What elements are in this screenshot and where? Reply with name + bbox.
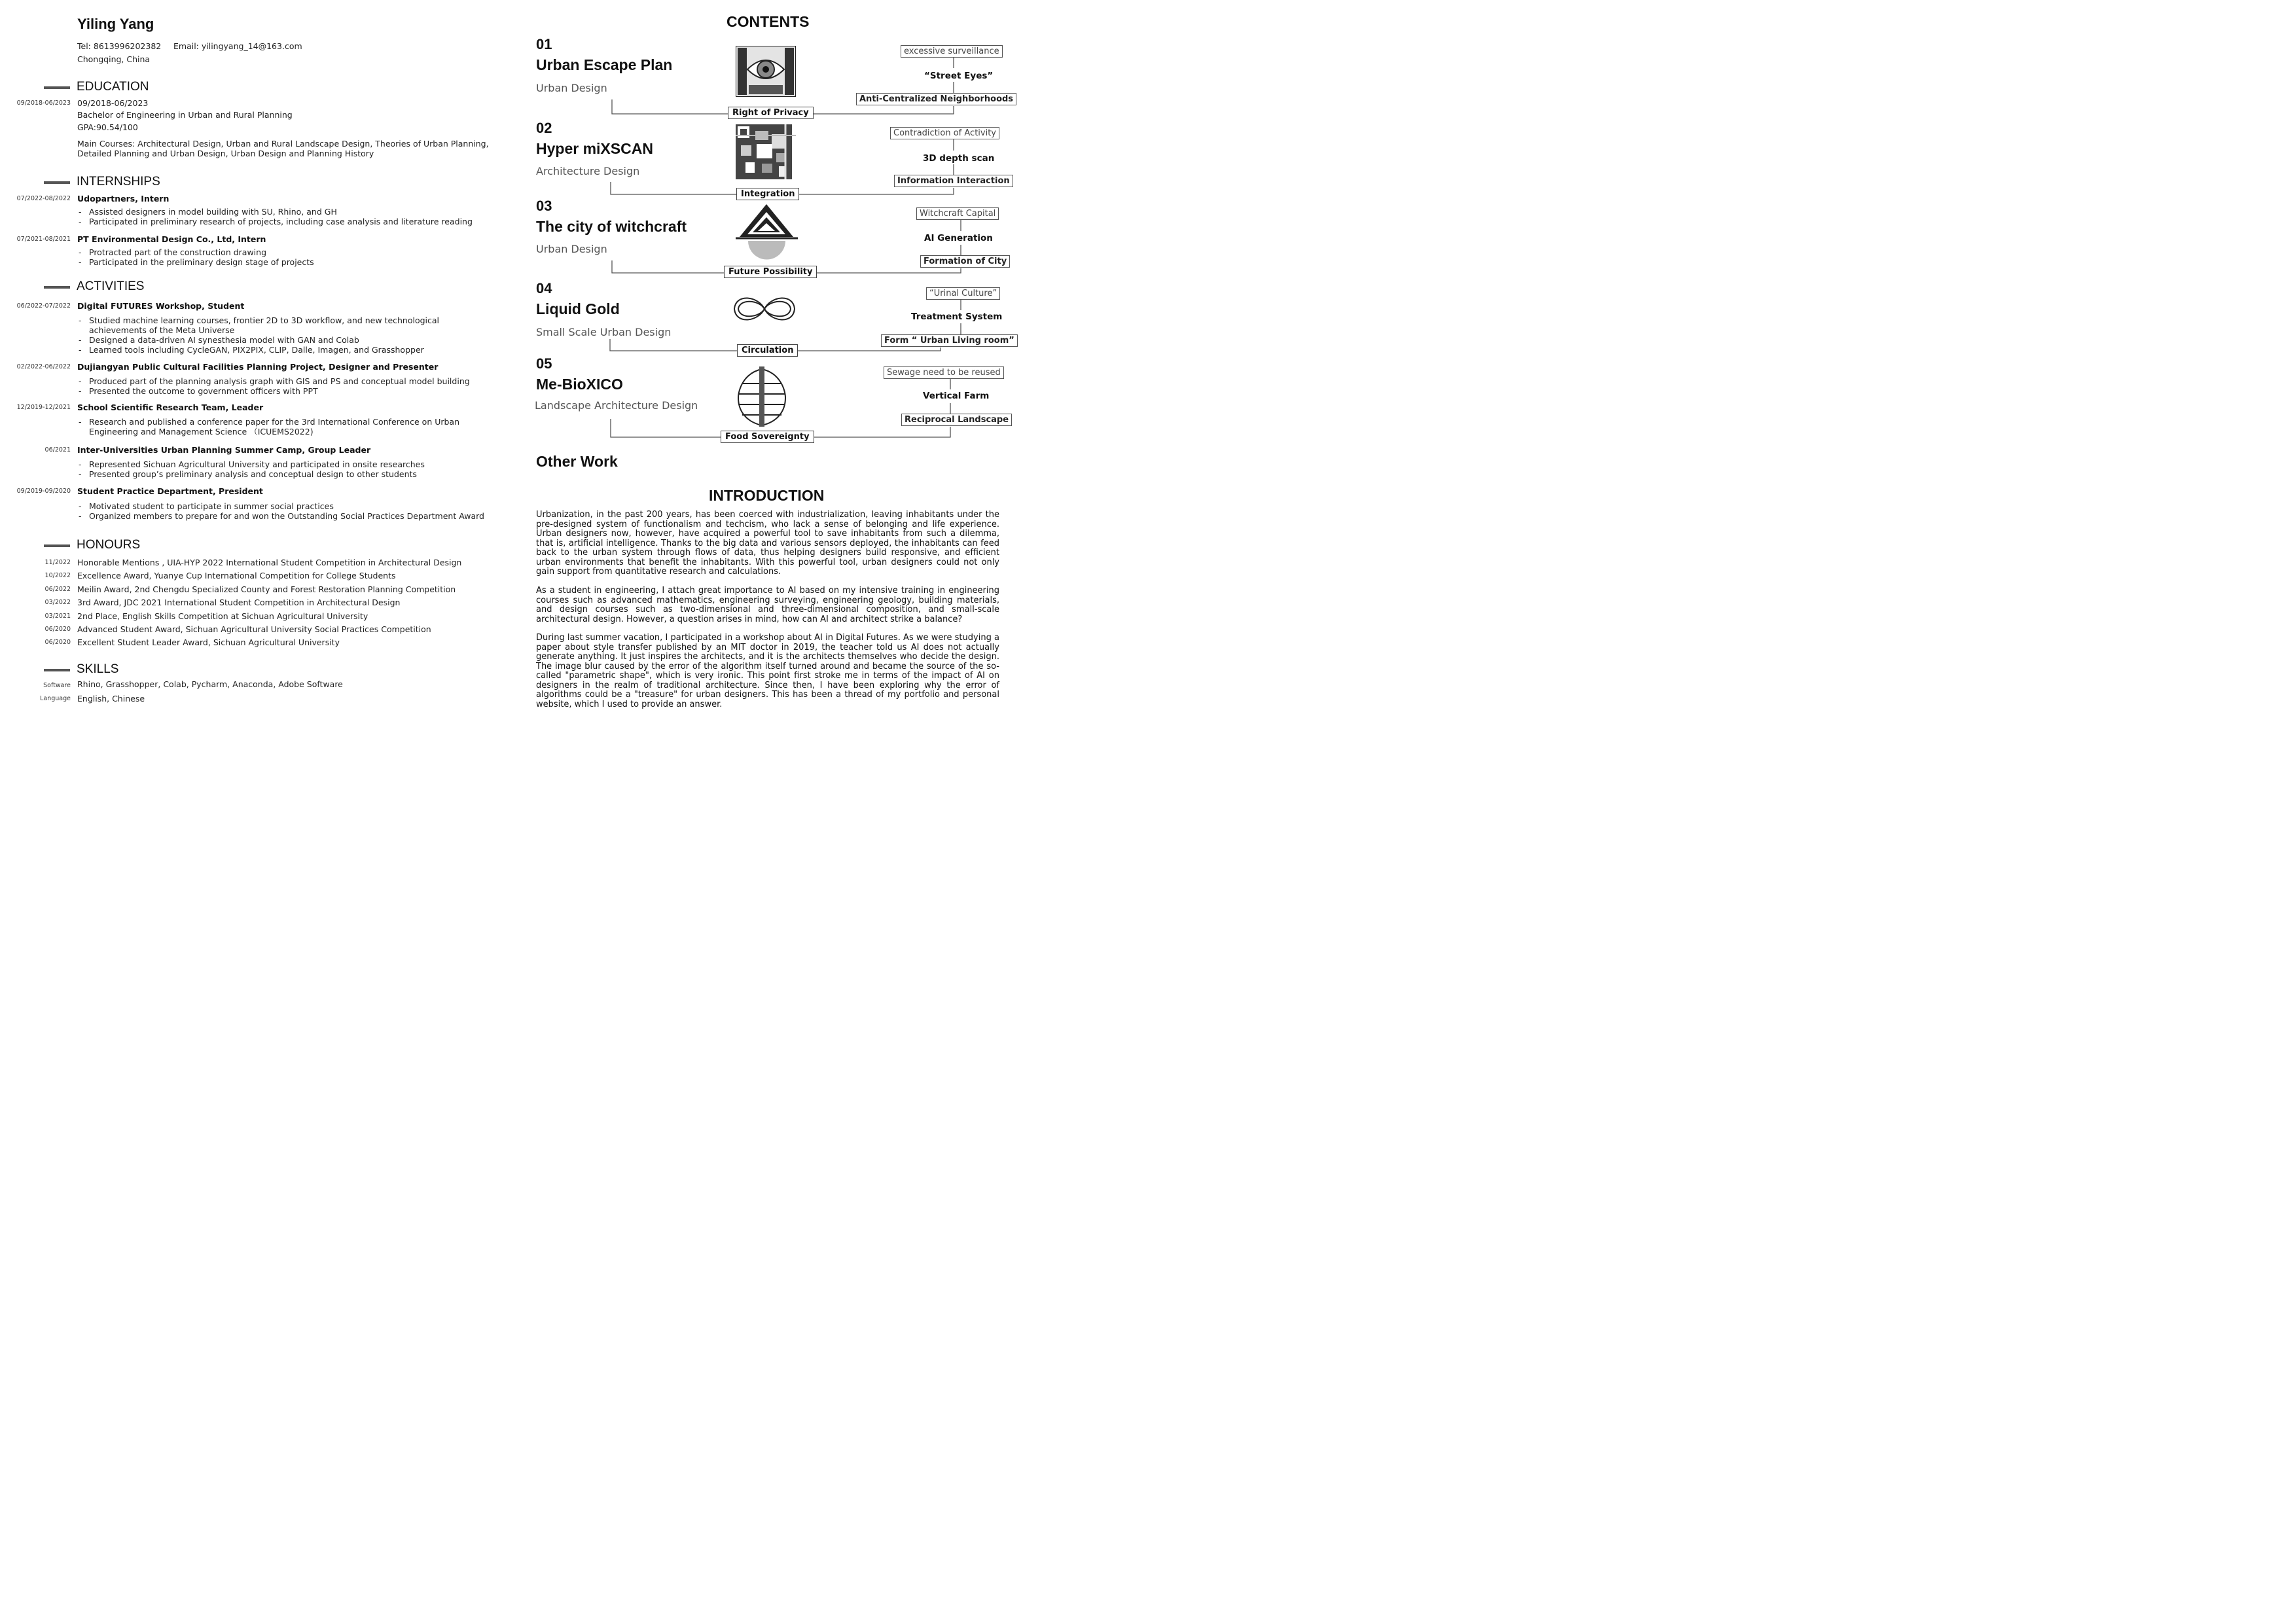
activity-org: School Scientific Research Team, Leader bbox=[77, 402, 264, 412]
connector-right-03 bbox=[810, 268, 961, 273]
connector-right-02 bbox=[792, 188, 954, 194]
bullet: - Learned tools including CycleGAN, PIX2PIX, CLIP, Dalle, Imagen, and Grasshopper bbox=[79, 345, 497, 355]
surveillance-eye-icon bbox=[736, 46, 796, 97]
honour-text: 2nd Place, English Skills Competition at Sichuan Agricultural University bbox=[77, 611, 368, 621]
project-top-tag: Sewage need to be reused bbox=[884, 366, 1004, 379]
project-category: Urban Design bbox=[536, 243, 607, 255]
software-value: Rhino, Grasshopper, Colab, Pycharm, Anaconda, Adobe Software bbox=[77, 679, 343, 689]
honour-date: 06/2020 bbox=[45, 639, 71, 646]
education-period: 09/2018-06/2023 bbox=[77, 98, 149, 108]
honour-date: 03/2022 bbox=[45, 599, 71, 606]
honour-text: Meilin Award, 2nd Chengdu Specialized County and Forest Restoration Planning Competition bbox=[77, 584, 456, 594]
vertical-farm-icon bbox=[736, 366, 788, 427]
internship-date: 07/2021-08/2021 bbox=[16, 236, 71, 243]
education-courses-2: Detailed Planning and Urban Design, Urban Design and Planning History bbox=[77, 149, 374, 158]
project-center-label: Integration bbox=[736, 188, 799, 200]
project-bottom-tag: Formation of City bbox=[920, 255, 1010, 268]
connector-right-04 bbox=[795, 348, 941, 351]
education-gpa: GPA:90.54/100 bbox=[77, 122, 138, 132]
bullet: - Designed a data-driven AI synesthesia model with GAN and Colab bbox=[79, 335, 497, 345]
project-center-label: Right of Privacy bbox=[728, 107, 814, 119]
education-degree: Bachelor of Engineering in Urban and Rural Planning bbox=[77, 110, 293, 120]
project-top-tag: excessive surveillance bbox=[901, 45, 1003, 58]
honour-text: 3rd Award, JDC 2021 International Student Competition in Architectural Design bbox=[77, 597, 401, 607]
language-value: English, Chinese bbox=[77, 694, 145, 704]
introduction-title: INTRODUCTION bbox=[709, 487, 825, 504]
internship-org: Udopartners, Intern bbox=[77, 194, 170, 204]
section-title: HONOURS bbox=[77, 538, 141, 552]
project-bottom-tag: Form “ Urban Living room” bbox=[881, 334, 1018, 347]
honour-text: Excellence Award, Yuanye Cup International Competition for College Students bbox=[77, 571, 396, 580]
project-category: Architecture Design bbox=[536, 165, 640, 177]
project-top-tag: Witchcraft Capital bbox=[916, 207, 999, 220]
location: Chongqing, China bbox=[77, 54, 151, 64]
project-bottom-tag: Information Interaction bbox=[894, 175, 1013, 187]
connector-left-02 bbox=[611, 182, 736, 194]
activity-date: 12/2019-12/2021 bbox=[16, 404, 71, 411]
activity-date: 09/2019-09/2020 bbox=[16, 488, 71, 495]
project-title: Liquid Gold bbox=[536, 300, 620, 317]
project-bottom-tag: Anti-Centralized Neighborhoods bbox=[856, 93, 1016, 105]
project-middle-label: AI Generation bbox=[924, 233, 993, 243]
honour-text: Excellent Student Leader Award, Sichuan Agricultural University bbox=[77, 637, 340, 647]
connector-right-01 bbox=[804, 106, 954, 114]
project-number: 04 bbox=[536, 280, 552, 296]
project-middle-label: “Street Eyes” bbox=[924, 71, 994, 81]
connector-left-03 bbox=[612, 260, 724, 273]
activity-date: 02/2022-06/2022 bbox=[16, 363, 71, 370]
section-title: SKILLS bbox=[77, 662, 119, 676]
bullet: - Represented Sichuan Agricultural University and participated in onsite researches bbox=[79, 459, 425, 469]
intro-paragraph-3: During last summer vacation, I participated in a workshop about AI in Digital Futures. As we were studying a paper about style transfer published by an MIT doctor in 2019, the teacher told us AI does not actually generate anything. It just inspires the architects, and it is the architects themselves who decide the design. The image blur caused by the error of the algorithm itself turned around and became the source of the so-called "parametric shape", which is very ironic. This point first stroke me in terms of the impact of AI on designers in the realm of traditional architecture. Since then, I have been exploring why the error of algorithms could be a "treasure" for urban designers. This has been a thread of my portfolio and personal website, which I used to provide an answer. bbox=[536, 633, 999, 709]
software-label: Software bbox=[43, 682, 71, 689]
project-category: Landscape Architecture Design bbox=[535, 399, 698, 412]
project-top-tag: Contradiction of Activity bbox=[890, 127, 999, 139]
project-bottom-tag: Reciprocal Landscape bbox=[901, 414, 1012, 426]
bullet: - Participated in the preliminary design stage of projects bbox=[79, 257, 314, 267]
section-title: EDUCATION bbox=[77, 80, 149, 94]
bullet: - Protracted part of the construction drawing bbox=[79, 247, 314, 257]
project-center-label: Circulation bbox=[737, 344, 798, 357]
project-title: Urban Escape Plan bbox=[536, 56, 673, 73]
bullet: - Presented group’s preliminary analysis and conceptual design to other students bbox=[79, 469, 425, 479]
bullet: - Presented the outcome to government officers with PPT bbox=[79, 386, 470, 396]
connector-left-01 bbox=[612, 99, 728, 114]
connector-left-04 bbox=[610, 339, 737, 351]
activity-date: 06/2022-07/2022 bbox=[16, 302, 71, 310]
project-category: Small Scale Urban Design bbox=[536, 326, 672, 338]
intro-paragraph-2: As a student in engineering, I attach great importance to AI based on my intensive training in engineering courses such as advanced mathematics, engineering surveying, engineering geology, building materials, and design courses such as two-dimensional and three-dimensional composition, and small-scale architectural design. However, a question arises in mind, how can AI and architect strike a balance? bbox=[536, 586, 999, 624]
email: Email: yilingyang_14@163.com bbox=[173, 41, 302, 51]
project-number: 02 bbox=[536, 120, 552, 136]
project-middle-label: Treatment System bbox=[911, 312, 1003, 322]
section-title: INTERNSHIPS bbox=[77, 175, 160, 188]
internship-date: 07/2022-08/2022 bbox=[16, 195, 71, 202]
other-work-title: Other Work bbox=[536, 453, 618, 470]
bullet: - Research and published a conference paper for the 3rd International Conference on Urban Engineering and Management Science （ICUEMS2022) bbox=[79, 417, 497, 437]
activity-date: 06/2021 bbox=[45, 446, 71, 454]
intro-paragraph-1: Urbanization, in the past 200 years, has been coerced with industrialization, leaving inhabitants under the pre-designed system of functionalism and techcism, who lack a sense of belonging and life experience. Urban designers now, however, have acquired a powerful tool to save inhabitants from such a dilemma, that is, artificial intelligence. Thanks to the big data and various sensors deployed, the inhabitants can feed back to the urban system through flows of data, thus helping designers build responsive, and efficient urban environments that benefit the inhabitants. With this powerful tool, urban designers could not only gain support from quantitative research and calculations. bbox=[536, 510, 999, 577]
bullet: - Assisted designers in model building with SU, Rhino, and GH bbox=[79, 207, 473, 217]
activity-org: Student Practice Department, President bbox=[77, 486, 263, 496]
project-number: 05 bbox=[536, 355, 552, 372]
connector-right-05 bbox=[805, 427, 950, 437]
honour-date: 06/2020 bbox=[45, 626, 71, 633]
bullet: - Organized members to prepare for and won the Outstanding Social Practices Department Award bbox=[79, 511, 484, 521]
honour-date: 10/2022 bbox=[45, 572, 71, 579]
project-number: 03 bbox=[536, 198, 552, 214]
project-middle-label: 3D depth scan bbox=[923, 153, 995, 164]
project-title: Me-BioXICO bbox=[536, 376, 623, 393]
project-center-label: Future Possibility bbox=[724, 266, 817, 278]
honour-text: Honorable Mentions , UIA-HYP 2022 International Student Competition in Architectural Design bbox=[77, 558, 462, 567]
bullet: - Studied machine learning courses, frontier 2D to 3D workflow, and new technological achievements of the Meta Universe bbox=[79, 315, 497, 335]
qr-scan-icon bbox=[736, 124, 796, 179]
bullet: - Produced part of the planning analysis graph with GIS and PS and conceptual model building bbox=[79, 376, 470, 386]
education-date: 09/2018-06/2023 bbox=[16, 99, 71, 107]
internship-org: PT Environmental Design Co., Ltd, Intern bbox=[77, 234, 266, 244]
project-middle-label: Vertical Farm bbox=[923, 391, 990, 401]
activity-org: Dujiangyan Public Cultural Facilities Planning Project, Designer and Presenter bbox=[77, 362, 439, 372]
contents-title: CONTENTS bbox=[726, 13, 810, 30]
triangle-bowl-icon bbox=[736, 203, 798, 262]
project-category: Urban Design bbox=[536, 82, 607, 94]
education-courses-1: Main Courses: Architectural Design, Urban and Rural Landscape Design, Theories of Urban Planning, bbox=[77, 139, 489, 149]
bullet: - Participated in preliminary research of projects, including case analysis and literature reading bbox=[79, 217, 473, 226]
connector-left-05 bbox=[611, 419, 721, 437]
tel: Tel: 8613996202382 bbox=[77, 41, 162, 51]
honour-text: Advanced Student Award, Sichuan Agricultural University Social Practices Competition bbox=[77, 624, 431, 634]
language-label: Language bbox=[40, 695, 71, 702]
project-title: Hyper miXSCAN bbox=[536, 140, 653, 157]
activity-org: Inter-Universities Urban Planning Summer Camp, Group Leader bbox=[77, 445, 371, 455]
cv-name: Yiling Yang bbox=[77, 16, 154, 32]
project-title: The city of witchcraft bbox=[536, 218, 687, 235]
infinity-loop-icon bbox=[732, 291, 797, 327]
project-top-tag: “Urinal Culture” bbox=[926, 287, 1000, 300]
bullet: - Motivated student to participate in summer social practices bbox=[79, 501, 484, 511]
activity-org: Digital FUTURES Workshop, Student bbox=[77, 301, 245, 311]
honour-date: 06/2022 bbox=[45, 586, 71, 593]
honour-date: 11/2022 bbox=[45, 559, 71, 566]
project-center-label: Food Sovereignty bbox=[721, 431, 814, 443]
project-number: 01 bbox=[536, 36, 552, 52]
section-title: ACTIVITIES bbox=[77, 279, 145, 293]
honour-date: 03/2021 bbox=[45, 613, 71, 620]
